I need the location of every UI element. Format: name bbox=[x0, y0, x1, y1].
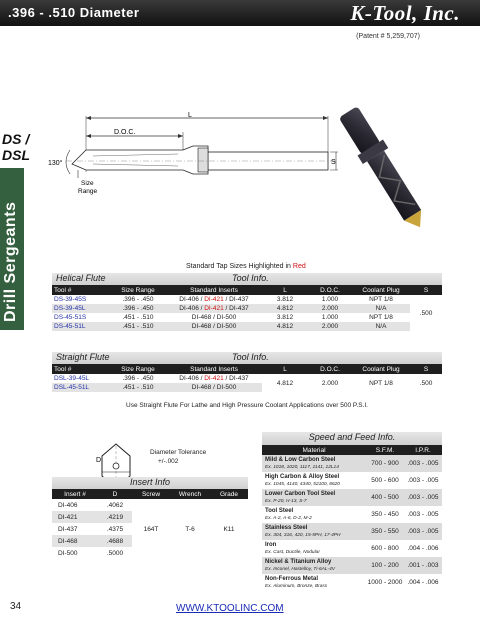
col-standard-inserts: Standard Inserts bbox=[166, 364, 262, 374]
page-number: 34 bbox=[10, 601, 22, 612]
caption-red-word: Red bbox=[292, 263, 306, 270]
table-row bbox=[52, 304, 442, 313]
ipr-value: .003 - .005 bbox=[404, 489, 442, 506]
material-cell bbox=[262, 574, 366, 591]
table-row bbox=[262, 489, 442, 506]
table-row bbox=[52, 295, 442, 304]
insert-info-table bbox=[52, 489, 248, 559]
doc: 2.000 bbox=[308, 304, 352, 313]
tool-number: DSL-39-45L bbox=[54, 375, 90, 382]
size-range: .451 - .510 bbox=[110, 322, 166, 331]
insert-diameter: .4062 bbox=[106, 501, 124, 509]
table-row bbox=[262, 472, 442, 489]
insert-text: DI-406 / bbox=[179, 296, 205, 303]
series-label-line-2: DSL bbox=[2, 147, 30, 163]
col-material: Material bbox=[262, 445, 366, 455]
helical-header-row bbox=[52, 285, 442, 295]
length: 4.812 bbox=[262, 322, 308, 331]
sfm-value: 350 - 550 bbox=[366, 523, 404, 540]
table-row bbox=[262, 557, 442, 574]
col-wrench: Wrench bbox=[170, 489, 210, 499]
straight-flute-table bbox=[52, 352, 442, 392]
col-screw: Screw bbox=[132, 489, 170, 499]
size-range: .451 - .510 bbox=[110, 383, 166, 392]
insert-text: / DI-437 bbox=[223, 375, 249, 382]
size-range: .451 - .510 bbox=[122, 314, 154, 321]
speed-feed-table bbox=[262, 445, 442, 591]
website-link[interactable]: WWW.KTOOLINC.COM bbox=[176, 603, 284, 614]
material-examples: Ex. Cast, Ductile, Nodular bbox=[265, 549, 320, 555]
helical-flute-table bbox=[52, 273, 442, 331]
tolerance-label: Diameter Tolerance bbox=[150, 449, 207, 456]
insert-number: DI-500 bbox=[58, 549, 78, 557]
insert-highlight: DI-421 bbox=[204, 375, 224, 382]
helical-flute-title: Helical Flute bbox=[56, 273, 106, 283]
insert-number: DI-421 bbox=[52, 511, 98, 523]
col-sfm: S.F.M. bbox=[366, 445, 404, 455]
tool-number: DS-39-45S bbox=[54, 296, 87, 303]
table-row bbox=[262, 523, 442, 540]
col-standard-inserts: Standard Inserts bbox=[166, 285, 262, 295]
tool-photo bbox=[300, 90, 460, 240]
straight-flute-note: Use Straight Flute For Lathe and High Pressure Coolant Applications over 500 P.S.I. bbox=[126, 402, 368, 409]
ipr-value: .004 - .006 bbox=[407, 579, 439, 586]
col-size-range: Size Range bbox=[110, 285, 166, 295]
col-s: S bbox=[410, 364, 442, 374]
table-row bbox=[52, 322, 442, 331]
size-range-label-2: Range bbox=[78, 188, 98, 195]
speed-header-row bbox=[262, 445, 442, 455]
material-cell bbox=[262, 455, 366, 472]
insert-d-label: D bbox=[96, 457, 102, 464]
sfm-value: 600 - 800 bbox=[371, 545, 399, 552]
material-examples: Ex. 304, 316, 420, 15-5PH, 17-4PH bbox=[265, 532, 341, 538]
shank-size: .500 bbox=[419, 309, 433, 317]
material-name: Lower Carbon Tool Steel bbox=[265, 490, 336, 497]
ipr-value: .003 - .005 bbox=[407, 511, 439, 518]
table-row bbox=[52, 499, 248, 511]
ipr-value: .003 - .005 bbox=[404, 455, 442, 472]
series-label-line-1: DS / bbox=[2, 131, 30, 147]
length: 4.812 bbox=[276, 379, 294, 387]
material-examples: Ex. Aluminum, Bronze, Brass bbox=[265, 583, 328, 589]
doc: 1.000 bbox=[321, 314, 339, 321]
straight-tool-info-title: Tool Info. bbox=[232, 352, 269, 362]
insert-number: DI-468 bbox=[52, 535, 98, 547]
side-tab-label: Drill Sergeants bbox=[2, 201, 19, 322]
series-label bbox=[2, 131, 30, 163]
material-examples: Ex. Inconel, Hastelloy, Ti-6AL-4V bbox=[265, 566, 335, 572]
caption-text: Standard Tap Sizes Highlighted in bbox=[186, 263, 293, 270]
standard-inserts bbox=[166, 295, 262, 304]
dim-doc-label: D.O.C. bbox=[114, 129, 136, 136]
length: 3.812 bbox=[276, 314, 294, 321]
col-s: S bbox=[410, 285, 442, 295]
material-examples: Ex. 1018, 1020, 1117, 1141, 12L14 bbox=[265, 464, 339, 470]
table-row bbox=[52, 313, 442, 322]
speed-feed-title: Speed and Feed Info. bbox=[262, 432, 442, 445]
standard-inserts bbox=[166, 304, 262, 313]
straight-flute-title: Straight Flute bbox=[56, 352, 110, 362]
coolant-plug: NPT 1/8 bbox=[369, 314, 393, 321]
sfm-value: 700 - 900 bbox=[366, 455, 404, 472]
material-name: Stainless Steel bbox=[265, 524, 308, 531]
header-bar bbox=[0, 0, 480, 26]
material-cell bbox=[262, 489, 366, 506]
table-row bbox=[262, 506, 442, 523]
tolerance-value: +/-.002 bbox=[158, 458, 179, 465]
length: 3.812 bbox=[276, 296, 294, 303]
material-name: Tool Steel bbox=[265, 507, 294, 514]
material-name: Non-Ferrous Metal bbox=[265, 575, 319, 582]
col-size-range: Size Range bbox=[110, 364, 166, 374]
coolant-plug: NPT 1/8 bbox=[369, 296, 393, 303]
insert-info-title: Insert Info bbox=[52, 477, 248, 489]
material-name: Mild & Low Carbon Steel bbox=[265, 456, 336, 463]
ipr-value: .003 - .005 bbox=[407, 477, 439, 484]
col-l: L bbox=[262, 285, 308, 295]
wrench: T-6 bbox=[185, 525, 195, 533]
col-insert: Insert # bbox=[52, 489, 98, 499]
material-name: High Carbon & Alloy Steel bbox=[265, 473, 340, 480]
col-doc: D.O.C. bbox=[308, 364, 352, 374]
sfm-value: 1000 - 2000 bbox=[367, 579, 403, 586]
coolant-plug: NPT 1/8 bbox=[369, 379, 393, 387]
coolant-plug: N/A bbox=[352, 304, 410, 313]
diameter-tolerance bbox=[150, 448, 206, 466]
insert-text: DI-406 / bbox=[179, 375, 205, 382]
insert-text: DI-406 / bbox=[179, 305, 205, 312]
material-name: Iron bbox=[265, 541, 277, 548]
material-examples: Ex. 1045, 4140, 4340, 52100, 8620 bbox=[265, 481, 340, 487]
size-range: .396 - .450 bbox=[110, 304, 166, 313]
shank-size: .500 bbox=[419, 379, 433, 387]
dim-s-label: S bbox=[331, 159, 336, 166]
insert-text: / DI-437 bbox=[223, 305, 249, 312]
col-tool: Tool # bbox=[52, 285, 110, 295]
helical-flute-title-bar bbox=[52, 273, 442, 285]
standard-inserts: DI-468 / DI-500 bbox=[191, 314, 237, 321]
col-coolant-plug: Coolant Plug bbox=[352, 364, 410, 374]
doc: 2.000 bbox=[308, 322, 352, 331]
col-doc: D.O.C. bbox=[308, 285, 352, 295]
material-cell bbox=[262, 506, 366, 523]
ipr-value: .003 - .005 bbox=[404, 523, 442, 540]
material-cell bbox=[262, 472, 366, 489]
sfm-value: 400 - 500 bbox=[366, 489, 404, 506]
sfm-value: 350 - 450 bbox=[371, 511, 399, 518]
angle-label: 130° bbox=[48, 160, 63, 167]
material-name: Nickel & Titanium Alloy bbox=[265, 558, 332, 565]
table-row bbox=[52, 374, 442, 383]
helical-tool-info-title: Tool Info. bbox=[232, 273, 269, 283]
tool-number: DS-45-51S bbox=[54, 314, 87, 321]
size-range: .396 - .450 bbox=[122, 296, 154, 303]
sfm-value: 500 - 600 bbox=[371, 477, 399, 484]
tool-number: DS-39-45L bbox=[52, 304, 110, 313]
tool-number: DSL-45-51L bbox=[52, 383, 110, 392]
grade: K11 bbox=[223, 525, 235, 533]
col-l: L bbox=[262, 364, 308, 374]
material-cell bbox=[262, 557, 366, 574]
insert-diameter: .5000 bbox=[106, 549, 124, 557]
ipr-value: .004 - .006 bbox=[407, 545, 439, 552]
insert-diameter: .4375 bbox=[106, 525, 124, 533]
col-grade: Grade bbox=[210, 489, 248, 499]
insert-highlight: DI-421 bbox=[204, 296, 224, 303]
straight-header-row bbox=[52, 364, 442, 374]
col-tool: Tool # bbox=[52, 364, 110, 374]
insert-header-row bbox=[52, 489, 248, 499]
table-row bbox=[262, 455, 442, 472]
standard-inserts: DI-468 / DI-500 bbox=[166, 322, 262, 331]
insert-diameter: .4219 bbox=[98, 511, 132, 523]
page-title: .396 - .510 Diameter bbox=[8, 5, 140, 20]
material-examples: Ex. P-20, H-13, S-7 bbox=[265, 498, 307, 504]
material-cell bbox=[262, 540, 366, 557]
patent-number: (Patent # 5,259,707) bbox=[356, 33, 420, 40]
standard-inserts bbox=[166, 374, 262, 383]
tool-number: DS-45-51L bbox=[52, 322, 110, 331]
length: 4.812 bbox=[262, 304, 308, 313]
material-examples: Ex. A-2, A-6, D-2, M-2 bbox=[265, 515, 312, 521]
col-d: D bbox=[98, 489, 132, 499]
doc: 1.000 bbox=[321, 296, 339, 303]
size-range: .396 - .450 bbox=[122, 375, 154, 382]
table-row bbox=[262, 574, 442, 591]
col-coolant-plug: Coolant Plug bbox=[352, 285, 410, 295]
standard-inserts: DI-468 / DI-500 bbox=[166, 383, 262, 392]
doc: 2.000 bbox=[321, 379, 339, 387]
table-row bbox=[262, 540, 442, 557]
screw: 164T bbox=[143, 525, 159, 533]
insert-number: DI-406 bbox=[58, 501, 78, 509]
ipr-value: .001 - .003 bbox=[404, 557, 442, 574]
sfm-value: 100 - 200 bbox=[366, 557, 404, 574]
dim-l-label: L bbox=[188, 112, 192, 119]
tap-size-caption bbox=[186, 263, 306, 270]
insert-highlight: DI-421 bbox=[204, 305, 224, 312]
material-cell bbox=[262, 523, 366, 540]
insert-number: DI-437 bbox=[58, 525, 78, 533]
coolant-plug: N/A bbox=[352, 322, 410, 331]
insert-diameter: .4688 bbox=[98, 535, 132, 547]
company-logo: K-Tool, Inc. bbox=[350, 1, 460, 25]
size-range-label-1: Size bbox=[81, 180, 94, 187]
straight-flute-title-bar bbox=[52, 352, 442, 364]
insert-text: / DI-437 bbox=[223, 296, 249, 303]
col-ipr: I.P.R. bbox=[404, 445, 442, 455]
